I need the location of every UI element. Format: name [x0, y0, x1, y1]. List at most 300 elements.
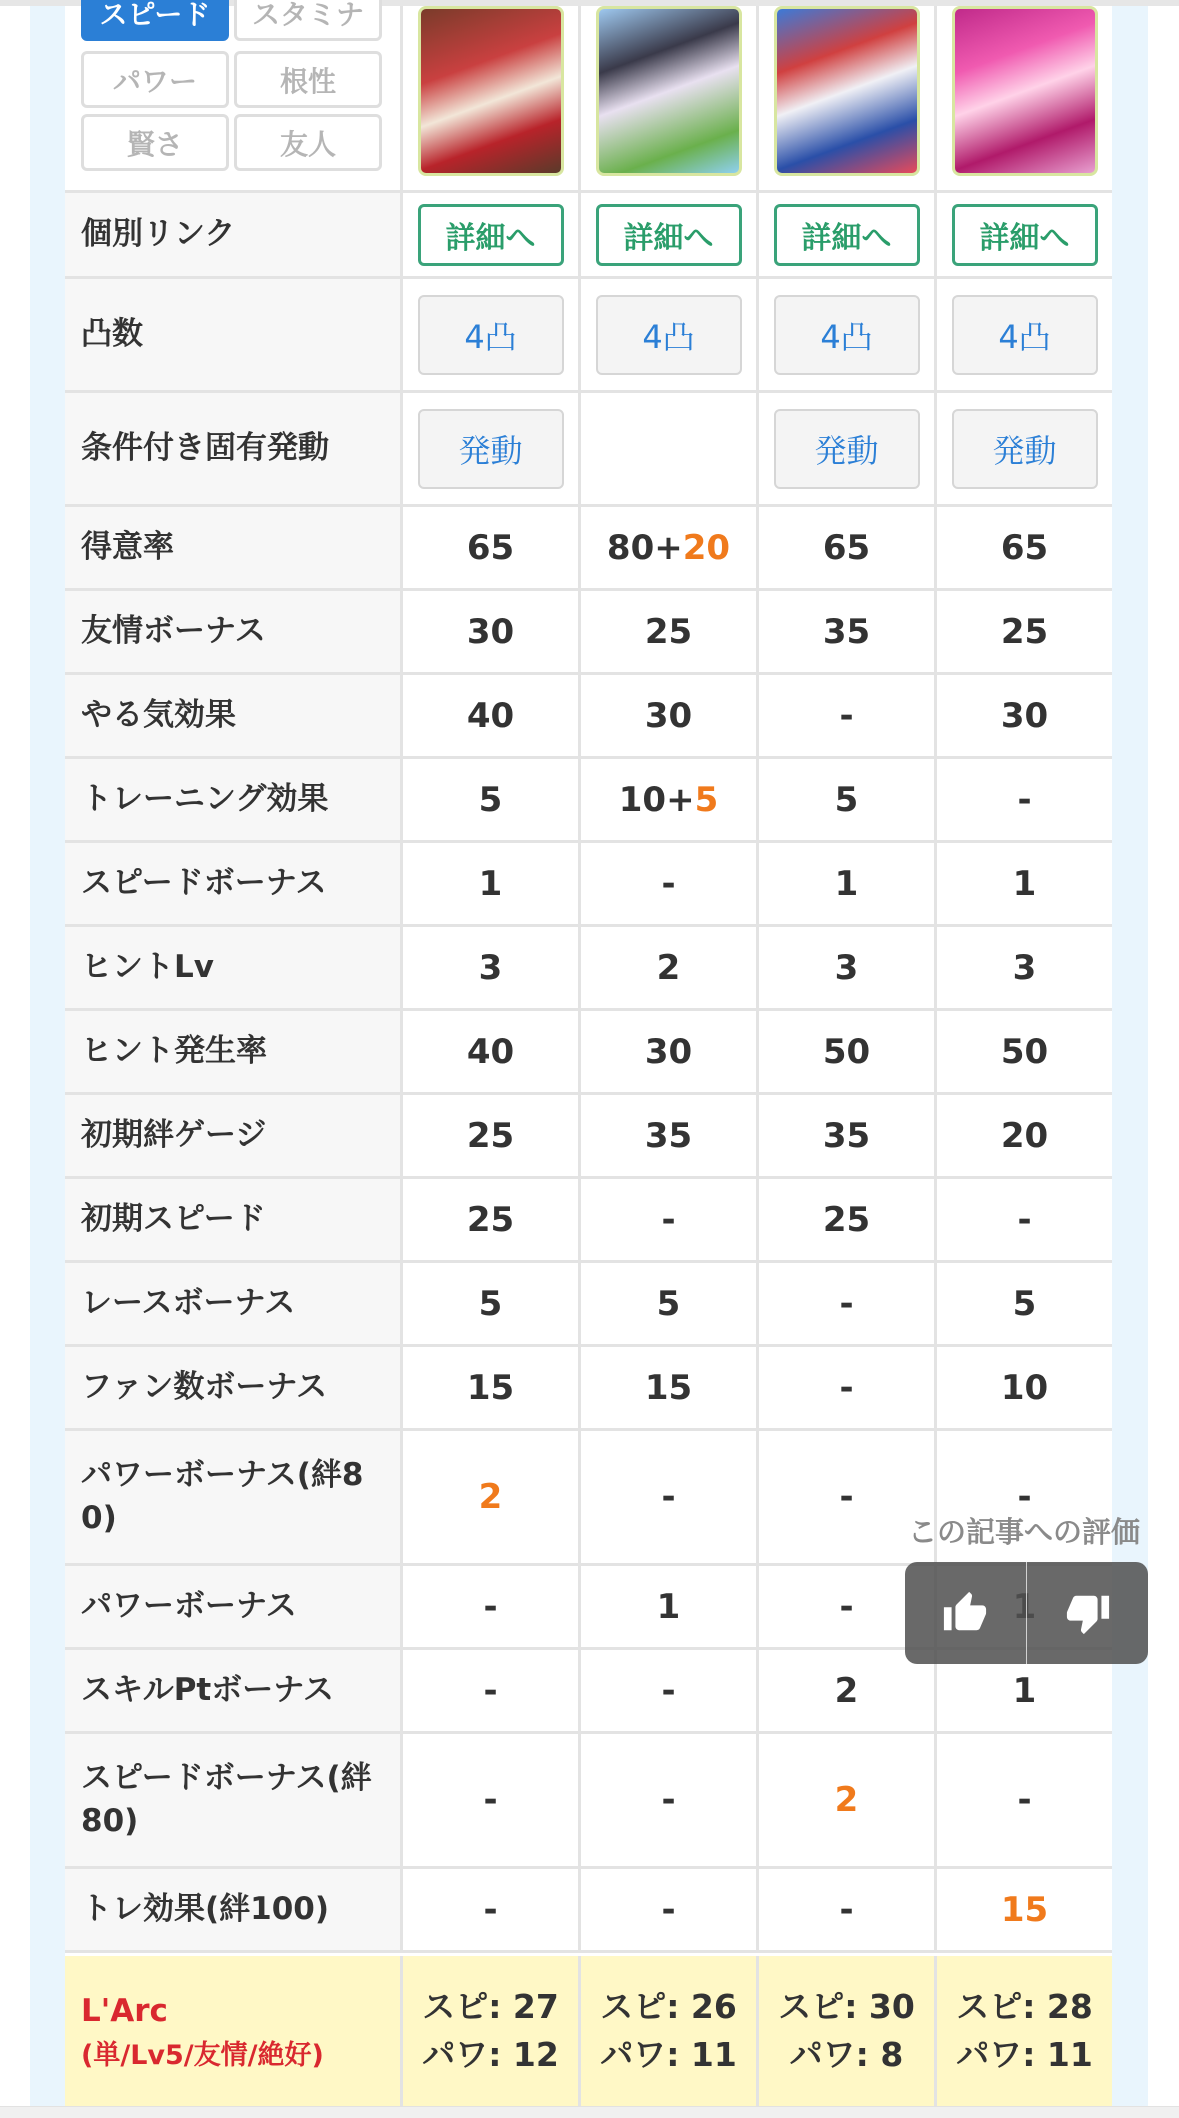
filter-wisdom-button[interactable]: 賢さ [81, 114, 229, 171]
row-label-cell [65, 843, 403, 924]
stat-row [65, 1179, 1112, 1263]
stat-base-value: - [661, 1670, 676, 1711]
stat-value [483, 1587, 497, 1627]
stat-base-value: 50 [822, 1031, 871, 1072]
uncap-row [65, 279, 1112, 393]
row-label-cell [65, 1734, 403, 1866]
row-label-cell [65, 1179, 403, 1260]
larc-subtitle: (単/Lv5/友情/絶好) [81, 2040, 324, 2072]
stat-value [839, 696, 853, 736]
row-label: レースボーナス [81, 1284, 296, 1321]
stat-base-value: - [483, 1889, 498, 1930]
larc-speed: スピ: 28 [956, 1987, 1093, 2027]
uncap-cell [403, 279, 581, 390]
uncap-select[interactable]: 4凸 [418, 295, 564, 375]
detail-link-button[interactable]: 詳細へ [774, 204, 920, 266]
filter-friend-button[interactable]: 友人 [234, 114, 382, 171]
rating-label: この記事への評価 [908, 1515, 1141, 1549]
stat-base-value: - [1017, 1477, 1032, 1517]
stat-value [1001, 612, 1048, 652]
stat-bonus-value: 15 [1000, 1889, 1049, 1930]
stat-value-cell [937, 759, 1112, 840]
stat-value-cell [581, 1566, 759, 1647]
card-portrait-3-icon[interactable] [774, 6, 920, 176]
card-portrait-2-icon[interactable] [596, 6, 742, 176]
stat-value [1001, 696, 1048, 736]
filter-cell [65, 0, 403, 190]
stat-value-cell [759, 1347, 937, 1428]
stat-value-cell [759, 759, 937, 840]
stat-base-value: 1 [1012, 1670, 1037, 1711]
stat-base-value: 80+ [606, 527, 683, 568]
stat-value-cell [403, 1347, 581, 1428]
stat-bonus-value: 20 [682, 527, 731, 568]
stat-value [467, 1200, 514, 1240]
stat-base-value: - [1017, 1199, 1032, 1240]
stat-value-cell [581, 1869, 759, 1950]
thumbs-up-button[interactable] [905, 1562, 1026, 1664]
row-label: 得意率 [81, 528, 174, 565]
row-label-cell [65, 507, 403, 588]
stat-base-value: - [483, 1670, 498, 1711]
stat-base-value: - [839, 1586, 854, 1627]
stat-value-cell [759, 1734, 937, 1866]
larc-power: パワ: 8 [789, 2035, 904, 2074]
row-label-cell [65, 393, 403, 504]
larc-cell [403, 1956, 581, 2106]
stat-base-value: - [839, 1283, 854, 1324]
support-card-comparison-table [65, 0, 1112, 2106]
row-label: 初期スピード [81, 1200, 266, 1237]
row-label-cell [65, 675, 403, 756]
stat-value [839, 1587, 853, 1627]
stat-base-value: 20 [1000, 1115, 1049, 1156]
stat-value [839, 1477, 853, 1517]
row-label: ファン数ボーナス [81, 1368, 328, 1405]
stat-value-cell [759, 591, 937, 672]
stat-base-value: 65 [822, 527, 871, 568]
stat-base-value: - [839, 1477, 854, 1517]
stat-base-value: - [1017, 1780, 1032, 1820]
stat-base-value: - [839, 1367, 854, 1408]
stat-row [65, 1869, 1112, 1953]
card-cell [581, 6, 759, 190]
stat-value [1013, 1671, 1037, 1711]
stat-value [645, 1368, 692, 1408]
stat-value-cell [937, 1011, 1112, 1092]
stat-value-cell [759, 1869, 937, 1950]
stat-base-value: 5 [478, 1283, 503, 1324]
stat-value [467, 528, 514, 568]
stat-value [1001, 1032, 1048, 1072]
detail-link-button[interactable]: 詳細へ [952, 204, 1098, 266]
stat-value [1001, 1116, 1048, 1156]
stat-value-cell [403, 507, 581, 588]
stat-bonus-value: 2 [478, 1477, 503, 1517]
stat-base-value: - [661, 1199, 676, 1240]
stat-value [839, 1284, 853, 1324]
stat-base-value: - [839, 1889, 854, 1930]
larc-cell [937, 1956, 1112, 2106]
stat-base-value: - [839, 695, 854, 736]
stat-value-cell [937, 1179, 1112, 1260]
stat-value [823, 528, 870, 568]
stat-value [467, 612, 514, 652]
activation-cell [937, 393, 1112, 504]
stat-value-cell [759, 1263, 937, 1344]
stat-value [835, 1780, 859, 1820]
thumbs-up-icon [942, 1590, 988, 1636]
card-image-row [65, 0, 1112, 193]
stat-value [467, 1116, 514, 1156]
stat-base-value: 5 [656, 1283, 681, 1324]
stat-value [645, 1116, 692, 1156]
stat-row [65, 591, 1112, 675]
stat-base-value: 10+ [618, 779, 695, 820]
stat-base-value: 65 [1000, 527, 1049, 568]
stat-value-cell [403, 843, 581, 924]
stat-value [479, 864, 503, 904]
row-label: パワーボーナス(絆80) [81, 1456, 364, 1536]
stat-value-cell [937, 1263, 1112, 1344]
stat-base-value: - [661, 1780, 676, 1820]
stat-value-cell [581, 1095, 759, 1176]
stat-value-cell [403, 1011, 581, 1092]
uncap-select[interactable]: 4凸 [774, 295, 920, 375]
stat-value [839, 1368, 853, 1408]
stat-value-cell [759, 1179, 937, 1260]
stat-value-cell [403, 1431, 581, 1563]
stat-value [1013, 948, 1037, 988]
uncap-select[interactable]: 4凸 [952, 295, 1098, 375]
stat-value-cell [581, 1263, 759, 1344]
larc-speed: スピ: 27 [422, 1987, 559, 2027]
stat-value [835, 864, 859, 904]
detail-link-button[interactable]: 詳細へ [596, 204, 742, 266]
card-cell [759, 6, 937, 190]
stat-base-value: - [483, 1586, 498, 1627]
row-label-cell [65, 1263, 403, 1344]
stat-value-cell [581, 927, 759, 1008]
row-label: スキルPtボーナス [81, 1671, 334, 1708]
stat-value [823, 1116, 870, 1156]
stat-value [479, 1477, 503, 1517]
stat-value [483, 1671, 497, 1711]
stat-base-value: 3 [1012, 947, 1037, 988]
row-label-cell [65, 1011, 403, 1092]
stat-base-value: 30 [1000, 695, 1049, 736]
card-cell [937, 6, 1112, 190]
stat-value [645, 696, 692, 736]
stat-row [65, 1734, 1112, 1869]
stat-base-value: 2 [656, 947, 681, 988]
bottom-divider [0, 2106, 1179, 2118]
stat-value-cell [937, 591, 1112, 672]
stat-base-value: 25 [466, 1115, 515, 1156]
stat-value-cell [937, 1095, 1112, 1176]
row-label: トレ効果(絆100) [81, 1890, 330, 1927]
stat-value [1013, 864, 1037, 904]
thumbs-down-icon [1065, 1590, 1111, 1636]
card-cell [403, 6, 581, 190]
stat-base-value: - [661, 1889, 676, 1930]
stat-row [65, 1347, 1112, 1431]
stat-value [657, 1587, 681, 1627]
stat-value [467, 696, 514, 736]
stat-base-value: 5 [478, 779, 503, 820]
row-label-cell [65, 1347, 403, 1428]
stat-value-cell [581, 1179, 759, 1260]
stat-value-cell [581, 675, 759, 756]
stat-value [1017, 780, 1031, 820]
stat-value [1001, 1368, 1048, 1408]
stat-row [65, 759, 1112, 843]
stat-base-value: - [483, 1780, 498, 1820]
stat-value [645, 612, 692, 652]
larc-speed: スピ: 30 [778, 1987, 915, 2027]
filter-power-button[interactable]: パワー [81, 51, 229, 108]
activation-cell [759, 393, 937, 504]
stat-value [823, 1032, 870, 1072]
thumbs-down-button[interactable] [1027, 1562, 1148, 1664]
stat-base-value: 65 [466, 527, 515, 568]
stat-base-value: - [661, 863, 676, 904]
row-label-cell [65, 1431, 403, 1563]
rating-widget [905, 1562, 1148, 1664]
row-label-cell [65, 1956, 403, 2106]
stat-value [479, 948, 503, 988]
stat-base-value: - [661, 1477, 676, 1517]
stat-value [1017, 1780, 1031, 1820]
activation-toggle[interactable]: 発動 [418, 409, 564, 489]
stat-value-cell [403, 927, 581, 1008]
stat-base-value: 30 [644, 695, 693, 736]
stat-base-value: 5 [1012, 1283, 1037, 1324]
larc-speed: スピ: 26 [600, 1987, 737, 2027]
row-label-cell [65, 927, 403, 1008]
row-label: ヒントLv [81, 948, 214, 985]
larc-power: パワ: 11 [956, 2035, 1093, 2074]
stat-value-cell [403, 759, 581, 840]
activation-cell [581, 393, 759, 504]
activation-toggle[interactable]: 発動 [952, 409, 1098, 489]
stat-value [835, 948, 859, 988]
stat-value [1001, 528, 1048, 568]
stat-base-value: 10 [1000, 1367, 1049, 1408]
stat-row [65, 675, 1112, 759]
row-label: ヒント発生率 [81, 1032, 267, 1069]
link-cell [937, 193, 1112, 276]
uncap-cell [759, 279, 937, 390]
larc-cell [581, 1956, 759, 2106]
link-cell [759, 193, 937, 276]
larc-power: パワ: 12 [422, 2035, 559, 2074]
stat-value-cell [759, 1095, 937, 1176]
larc-row [65, 1956, 1112, 2106]
stat-value [823, 612, 870, 652]
filter-guts-button[interactable]: 根性 [234, 51, 382, 108]
stat-value-cell [403, 1095, 581, 1176]
stat-value [661, 1890, 675, 1930]
row-label-cell [65, 1650, 403, 1731]
stat-value [661, 1780, 675, 1820]
filter-stamina-button[interactable]: スタミナ [234, 0, 382, 41]
activation-toggle[interactable]: 発動 [774, 409, 920, 489]
stat-value [479, 1284, 503, 1324]
row-label: トレーニング効果 [81, 780, 329, 817]
row-label-cell [65, 193, 403, 276]
card-portrait-4-icon[interactable] [952, 6, 1098, 176]
stat-base-value: 1 [478, 863, 503, 904]
stat-value [645, 1032, 692, 1072]
stat-value [1013, 1284, 1037, 1324]
stat-value-cell [937, 507, 1112, 588]
stat-base-value: - [1017, 779, 1032, 820]
stat-base-value: 35 [822, 611, 871, 652]
stat-value-cell [581, 591, 759, 672]
stat-row [65, 1011, 1112, 1095]
stat-value [835, 780, 859, 820]
stat-value [823, 1200, 870, 1240]
stat-value-cell [403, 1869, 581, 1950]
stat-row [65, 507, 1112, 591]
stat-base-value: 35 [822, 1115, 871, 1156]
row-label: 条件付き固有発動 [81, 430, 329, 466]
activation-cell [403, 393, 581, 504]
stat-base-value: 15 [466, 1367, 515, 1408]
stat-value-cell [581, 1431, 759, 1563]
stat-value [661, 1477, 675, 1517]
stat-value [657, 948, 681, 988]
link-row [65, 193, 1112, 279]
filter-speed-button[interactable]: スピード [81, 0, 229, 41]
stat-value-cell [581, 1347, 759, 1428]
stat-value [661, 1200, 675, 1240]
stat-base-value: 50 [1000, 1031, 1049, 1072]
link-cell [581, 193, 759, 276]
stat-value-cell [759, 927, 937, 1008]
stat-value-cell [937, 1347, 1112, 1428]
stat-value [479, 780, 503, 820]
stat-value-cell [403, 591, 581, 672]
stat-base-value: 15 [644, 1367, 693, 1408]
stat-value [619, 780, 718, 820]
uncap-cell [937, 279, 1112, 390]
row-label-cell [65, 1869, 403, 1950]
stat-base-value: 30 [644, 1031, 693, 1072]
stat-bonus-value: 2 [834, 1780, 859, 1820]
stat-base-value: 1 [834, 863, 859, 904]
detail-link-button[interactable]: 詳細へ [418, 204, 564, 266]
stat-base-value: 1 [1012, 863, 1037, 904]
row-label: 友情ボーナス [81, 612, 266, 649]
stat-value [467, 1032, 514, 1072]
stat-bonus-value: 5 [694, 779, 719, 820]
stat-value [483, 1780, 497, 1820]
stat-value [483, 1890, 497, 1930]
stat-base-value: 25 [1000, 611, 1049, 652]
stat-base-value: 40 [466, 695, 515, 736]
stat-value-cell [937, 1869, 1112, 1950]
stat-base-value: 25 [644, 611, 693, 652]
row-label: スピードボーナス [81, 864, 327, 901]
row-label: 個別リンク [81, 215, 236, 252]
conditional-unique-row [65, 393, 1112, 507]
link-cell [403, 193, 581, 276]
stat-value-cell [581, 843, 759, 924]
row-label-cell [65, 279, 403, 390]
stat-value [1001, 1890, 1048, 1930]
stat-value [835, 1671, 859, 1711]
row-label-cell [65, 1095, 403, 1176]
stat-value-cell [759, 1011, 937, 1092]
stat-value [661, 1671, 675, 1711]
stat-base-value: 1 [656, 1586, 681, 1627]
uncap-select[interactable]: 4凸 [596, 295, 742, 375]
stat-row [65, 1263, 1112, 1347]
stat-value-cell [581, 507, 759, 588]
stat-value-cell [759, 507, 937, 588]
stat-value-cell [403, 1179, 581, 1260]
stat-value-cell [581, 1011, 759, 1092]
card-portrait-1-icon[interactable] [418, 6, 564, 176]
stat-base-value: 35 [644, 1115, 693, 1156]
stat-value-cell [403, 1566, 581, 1647]
larc-cell [759, 1956, 937, 2106]
stat-row [65, 927, 1112, 1011]
row-label: スピードボーナス(絆80) [81, 1759, 372, 1839]
row-label-cell [65, 759, 403, 840]
stat-base-value: 3 [834, 947, 859, 988]
larc-power: パワ: 11 [600, 2035, 737, 2074]
row-label-cell [65, 1566, 403, 1647]
row-label: やる気効果 [81, 696, 236, 733]
stat-base-value: 30 [466, 611, 515, 652]
stat-row [65, 1095, 1112, 1179]
stat-value-cell [937, 1734, 1112, 1866]
stat-value-cell [759, 843, 937, 924]
stat-value-cell [937, 927, 1112, 1008]
row-label-cell [65, 591, 403, 672]
uncap-cell [581, 279, 759, 390]
stat-base-value: 25 [822, 1199, 871, 1240]
stat-value [607, 528, 730, 568]
stat-value-cell [759, 675, 937, 756]
stat-value-cell [403, 675, 581, 756]
stat-value [661, 864, 675, 904]
row-label: パワーボーナス [81, 1587, 297, 1624]
stat-value-cell [403, 1263, 581, 1344]
stat-base-value: 40 [466, 1031, 515, 1072]
row-label: 初期絆ゲージ [81, 1116, 267, 1153]
stat-base-value: 3 [478, 947, 503, 988]
larc-title: L'Arc [81, 1992, 168, 2029]
stat-value [467, 1368, 514, 1408]
stat-value-cell [581, 1650, 759, 1731]
stat-value [839, 1890, 853, 1930]
stat-base-value: 5 [834, 779, 859, 820]
stat-base-value: 25 [466, 1199, 515, 1240]
stat-row [65, 843, 1112, 927]
row-label: 凸数 [81, 316, 143, 352]
stat-base-value: 2 [834, 1670, 859, 1711]
stat-value-cell [581, 759, 759, 840]
stat-value [657, 1284, 681, 1324]
stat-value-cell [403, 1734, 581, 1866]
stat-value-cell [581, 1734, 759, 1866]
stat-value-cell [403, 1650, 581, 1731]
stat-value [1017, 1200, 1031, 1240]
